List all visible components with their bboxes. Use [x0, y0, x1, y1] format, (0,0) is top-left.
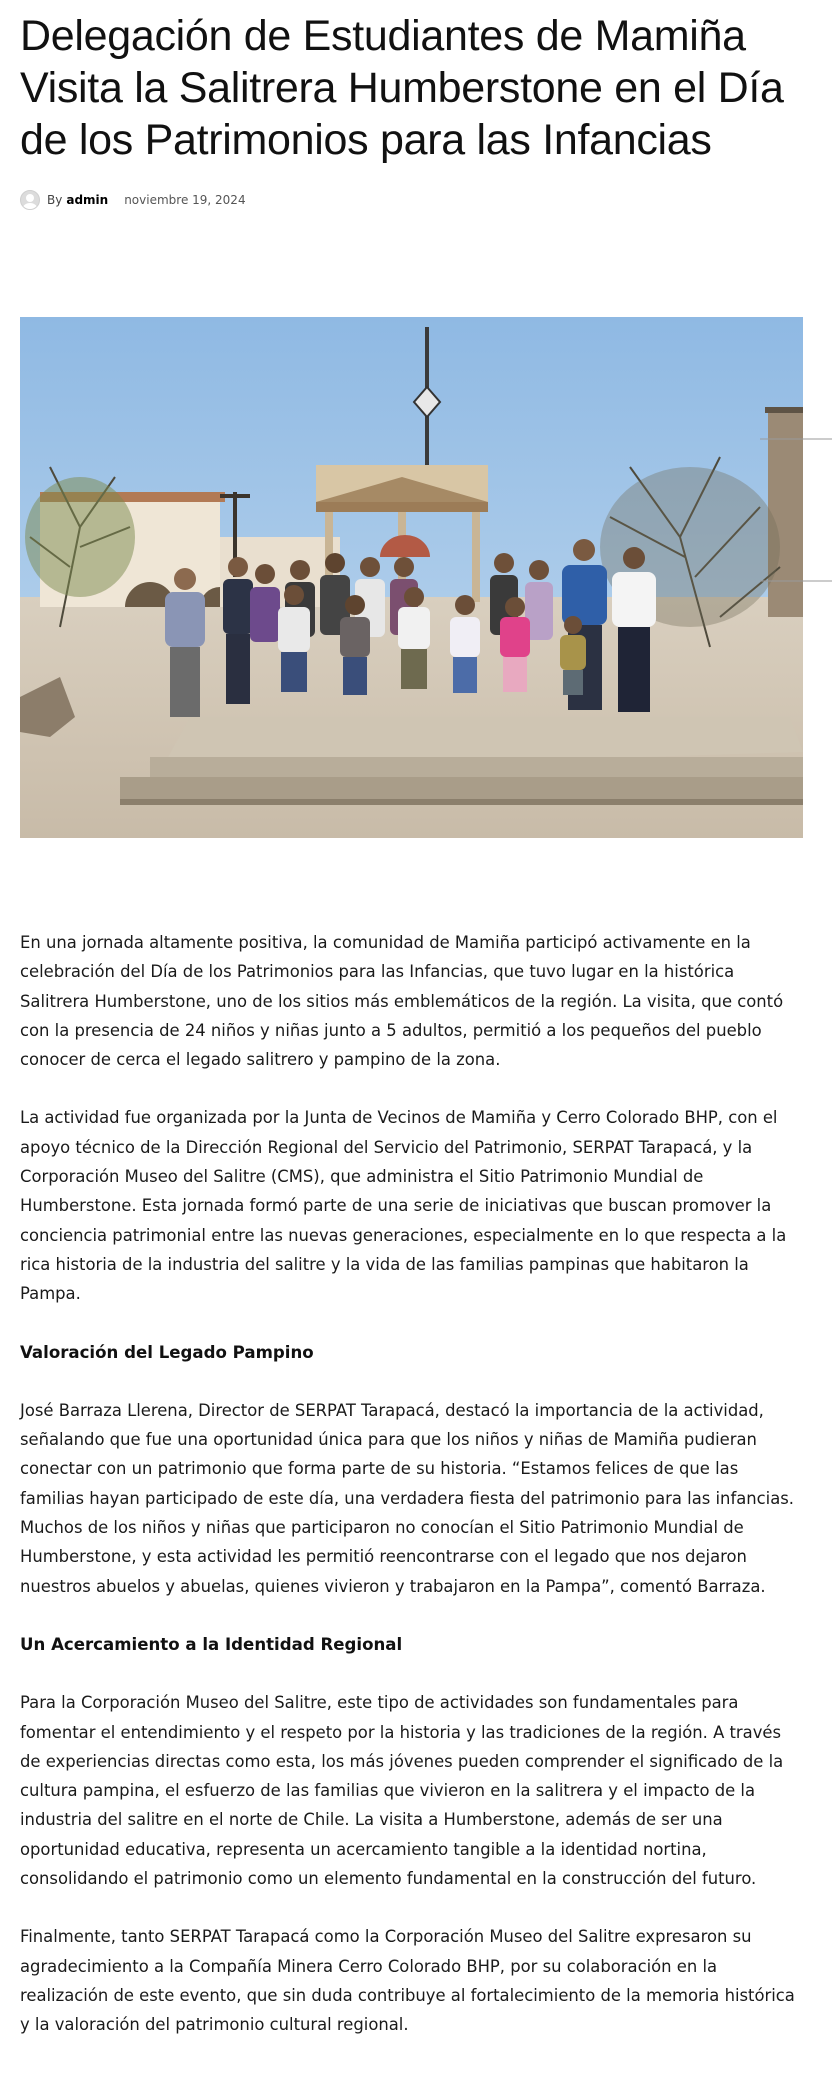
section-heading-legado: Valoración del Legado Pampino: [20, 1342, 314, 1362]
author-avatar-icon[interactable]: [20, 190, 40, 210]
section-heading-identidad: Un Acercamiento a la Identidad Regional: [20, 1634, 403, 1654]
group-photo-image: [20, 317, 803, 838]
featured-image: [20, 317, 803, 838]
paragraph-5: Finalmente, tanto SERPAT Tarapacá como la Corporación Museo del Salitre expresaron su agradecimiento a la Compañía Minera Cerro Colorado BHP, por su colaboración en la realización de este evento, que sin duda contribuye al fortalecimiento de la memoria histórica y la valoración del patrimonio cultural regional.: [20, 1927, 795, 2035]
article-title: Delegación de Estudiantes de Mamiña Visita la Salitrera Humberstone en el Día de los Patrimonios para las Infancias: [20, 12, 784, 164]
post-date: noviembre 19, 2024: [124, 193, 246, 207]
paragraph-2: La actividad fue organizada por la Junta de Vecinos de Mamiña y Cerro Colorado BHP, con el apoyo técnico de la Dirección Regional del Servicio del Patrimonio, SERPAT Tarapacá, y la Corporación Museo del Salitre (CMS), que administra el Sitio Patrimonio Mundial de Humberstone. Esta jornada formó parte de una serie de iniciativas que buscan promover la conciencia patrimonial entre las nuevas generaciones, especialmente en lo que respecta a la rica historia de la industria del salitre y la vida de las familias pampinas que habitaron la Pampa.: [20, 1108, 787, 1304]
decorative-lines: [760, 435, 832, 585]
article-header: [20, 0, 803, 212]
paragraph-4: Para la Corporación Museo del Salitre, este tipo de actividades son fundamentales para fomentar el entendimiento y el respeto por la historia y las tradiciones de la región. A través de experiencias directas como esta, los más jóvenes pueden comprender el significado de la cultura pampina, el esfuerzo de las familias que vivieron en la salitrera y el impacto de la industria del salitre en el norte de Chile. La visita a Humberstone, además de ser una oportunidad educativa, representa un acercamiento tangible a la identidad nortina, consolidando el patrimonio como un elemento fundamental en la construcción del futuro.: [20, 1693, 784, 1889]
by-label: By: [47, 193, 63, 207]
author-link[interactable]: admin: [66, 193, 109, 207]
article-body: [20, 928, 805, 2069]
paragraph-3: José Barraza Llerena, Director de SERPAT Tarapacá, destacó la importancia de la actividad, señalando que fue una oportunidad única para que los niños y niñas de Mamiña pudieran conectar con un patrimonio que forma parte de su historia. “Estamos felices de que las familias hayan participado de este día, una verdadera fiesta del patrimonio para las infancias. Muchos de los niños y niñas que participaron no conocían el Sitio Patrimonio Mundial de Humberstone, y esta actividad les permitió reencontrarse con el legado que nos dejaron nuestros abuelos y abuelas, quienes vivieron y trabajaron en la Pampa”, comentó Barraza.: [20, 1400, 795, 1596]
paragraph-1: En una jornada altamente positiva, la comunidad de Mamiña participó activamente en la celebración del Día de los Patrimonios para las Infancias, que tuvo lugar en la histórica Salitrera Humberstone, uno de los sitios más emblemáticos de la región. La visita, que contó con la presencia de 24 niños y niñas junto a 5 adultos, permitió a los pequeños del pueblo conocer de cerca el legado salitrero y pampino de la zona.: [20, 933, 784, 1070]
article-meta: [20, 188, 803, 212]
